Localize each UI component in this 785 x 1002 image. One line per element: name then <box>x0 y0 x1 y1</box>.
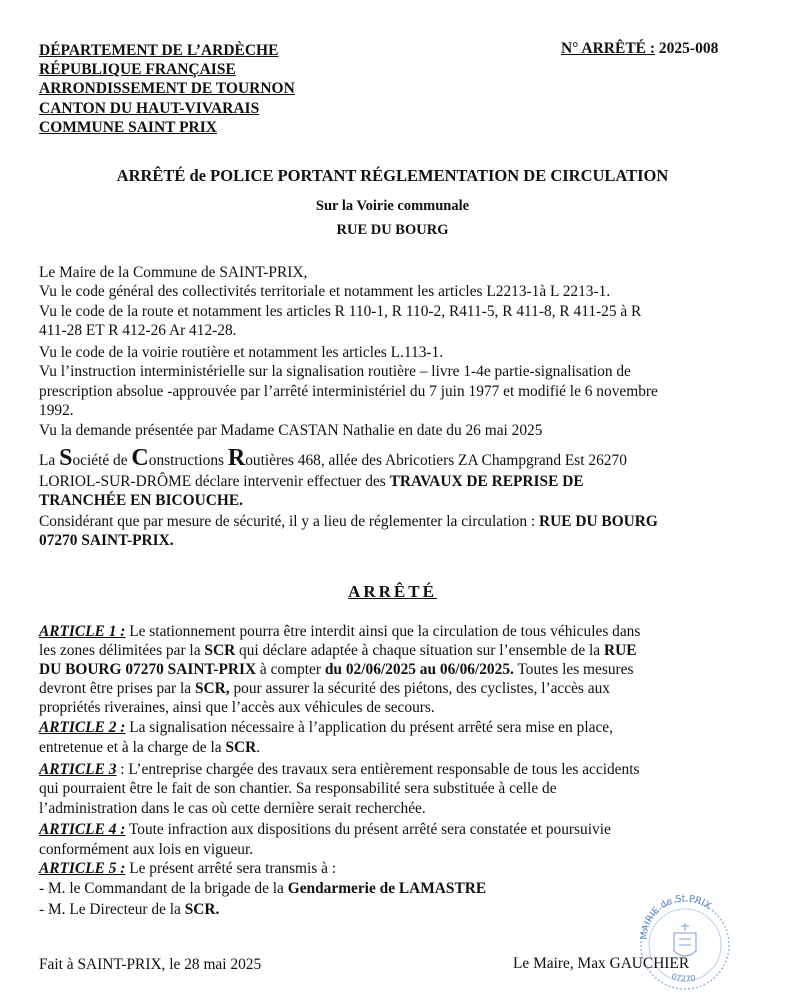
article-3-line-2: qui pourraient être le fait de son chantier. Sa responsabilité sera substituée à celle de <box>39 780 557 797</box>
header-canton: CANTON DU HAUT-VIVARAIS <box>39 100 260 117</box>
document-street: RUE DU BOURG <box>336 222 449 238</box>
article-text: - M. Le Directeur de la <box>39 901 185 918</box>
fait-a-date: Fait à SAINT-PRIX, le 28 mai 2025 <box>39 956 262 973</box>
header-republique: RÉPUBLIQUE FRANÇAISE <box>39 61 236 78</box>
article-text: La signalisation nécessaire à l’application du présent arrêté sera mise en place, <box>125 719 613 736</box>
arrete-number <box>561 40 718 58</box>
arrete-heading: ARRÊTÉ <box>348 582 437 601</box>
article-text: les zones délimitées par la <box>39 642 205 659</box>
preamble-vu-code-route: Vu le code de la route et notamment les articles R 110-1, R 110-2, R411-5, R 411-8, R 411-25 à R <box>39 303 642 320</box>
header-commune: COMMUNE SAINT PRIX <box>39 119 217 136</box>
document-subtitle: Sur la Voirie communale <box>315 198 470 214</box>
article-5-line-3 <box>39 900 219 919</box>
article-text: Toutes les mesures <box>513 661 634 678</box>
article-3-label: ARTICLE 3 <box>39 761 117 778</box>
article-text: : L’entreprise chargée des travaux sera entièrement responsable de tous les accidents <box>116 761 640 778</box>
article-bold: du 02/06/2025 au 06/06/2025. <box>324 661 514 678</box>
preamble-societe-3: TRANCHÉE EN BICOUCHE. <box>39 492 243 509</box>
article-text: Le stationnement pourra être interdit ainsi que la circulation de tous véhicules dans <box>125 623 641 640</box>
preamble-vu-demande: Vu la demande présentée par Madame CASTAN Nathalie en date du 26 mai 2025 <box>39 422 543 439</box>
preamble-vu-code-route-2: 411-28 ET R 412-26 Ar 412-28. <box>39 322 237 339</box>
article-2-line-2 <box>39 738 260 757</box>
preamble-maire: Le Maire de la Commune de SAINT-PRIX, <box>39 264 308 281</box>
article-1-line-4 <box>39 679 610 698</box>
article-2-label: ARTICLE 2 : <box>39 719 126 736</box>
article-2 <box>39 718 613 737</box>
societe-text: onstructions <box>148 452 228 469</box>
header-departement: DÉPARTEMENT DE L’ARDÈCHE <box>39 42 279 59</box>
article-3-line-3: l’administration dans le cas où cette dernière serait recherchée. <box>39 800 426 817</box>
societe-initial-c: C <box>131 445 149 471</box>
preamble-vu-instruction-2: prescription absolue -approuvée par l’arrêté interministériel du 7 juin 1977 et modifié le 6 novembre <box>39 383 658 400</box>
article-5-label: ARTICLE 5 : <box>39 860 126 877</box>
preamble-considerant <box>39 512 658 531</box>
article-3 <box>39 760 639 779</box>
article-text: entretenue et à la charge de la <box>39 739 226 756</box>
article-1 <box>39 622 640 641</box>
article-bold: Gendarmerie de LAMASTRE <box>287 880 487 897</box>
article-4 <box>39 820 611 839</box>
preamble-considerant-2: 07270 SAINT-PRIX. <box>39 532 174 549</box>
societe-text: La <box>39 452 60 469</box>
article-4-label: ARTICLE 4 : <box>39 821 126 838</box>
arrete-number-label: N° ARRÊTÉ : <box>561 40 656 57</box>
article-5-line-2 <box>39 879 486 898</box>
header-arrondissement: ARRONDISSEMENT DE TOURNON <box>39 80 295 97</box>
societe-text: outières 468, allée des Abricotiers ZA Champgrand Est 26270 <box>245 452 627 469</box>
societe-initial-r: R <box>227 445 246 471</box>
preamble-vu-instruction: Vu l’instruction interministérielle sur la signalisation routière – livre 1-4e partie-signalisation de <box>39 363 631 380</box>
article-text: Le présent arrêté sera transmis à : <box>125 860 337 877</box>
article-5 <box>39 859 336 878</box>
preamble-vu-voirie: Vu le code de la voirie routière et notamment les articles L.113-1. <box>39 344 444 361</box>
article-4-line-2: conformément aux lois en vigueur. <box>39 841 254 858</box>
stamp-postal: 07270 <box>670 971 697 984</box>
signature-maire: Le Maire, Max GAUCHIER <box>513 955 690 972</box>
preamble-vu-cgct: Vu le code général des collectivités territoriale et notamment les articles L2213-1à L 2213-1. <box>39 283 611 300</box>
article-text: à compter <box>256 661 325 678</box>
considerant-text: Considérant que par mesure de sécurité, il y a lieu de réglementer la circulation : <box>39 513 540 530</box>
article-bold: SCR, <box>194 680 230 697</box>
preamble-societe <box>39 445 627 471</box>
arrete-number-value: 2025-008 <box>655 40 719 57</box>
article-text: pour assurer la sécurité des piétons, des cyclistes, l’accès aux <box>229 680 610 697</box>
considerant-street: RUE DU BOURG <box>539 513 658 530</box>
article-text: . <box>256 739 261 756</box>
article-bold: SCR. <box>184 901 220 918</box>
preamble-societe-2 <box>39 472 584 491</box>
article-1-label: ARTICLE 1 : <box>39 623 126 640</box>
article-bold: DU BOURG 07270 SAINT-PRIX <box>39 661 257 678</box>
article-bold: SCR <box>225 739 257 756</box>
societe-text: LORIOL-SUR-DRÔME déclare intervenir effectuer des <box>39 473 390 490</box>
stamp-text: MAIRIE de St PRIX <box>638 893 713 941</box>
article-1-line-2 <box>39 641 636 660</box>
article-text: devront être prises par la <box>39 680 195 697</box>
societe-initial-s: S <box>59 445 73 471</box>
stamp-emblem-icon <box>674 923 696 956</box>
mairie-stamp <box>630 893 740 993</box>
societe-text: ociété de <box>72 452 132 469</box>
document-title: ARRÊTÉ de POLICE PORTANT RÉGLEMENTATION DE CIRCULATION <box>116 166 669 185</box>
travaux-label: TRAVAUX DE REPRISE DE <box>389 473 584 490</box>
article-1-line-3 <box>39 660 633 679</box>
article-bold: RUE <box>603 642 637 659</box>
article-bold: SCR <box>204 642 236 659</box>
article-text: qui déclare adaptée à chaque situation sur l’ensemble de la <box>235 642 604 659</box>
article-1-line-5: propriétés riveraines, ainsi que l’accès aux véhicules de secours. <box>39 699 435 716</box>
article-text: - M. le Commandant de la brigade de la <box>39 880 288 897</box>
article-text: Toute infraction aux dispositions du présent arrêté sera constatée et poursuivie <box>125 821 611 838</box>
preamble-vu-instruction-3: 1992. <box>39 402 74 419</box>
